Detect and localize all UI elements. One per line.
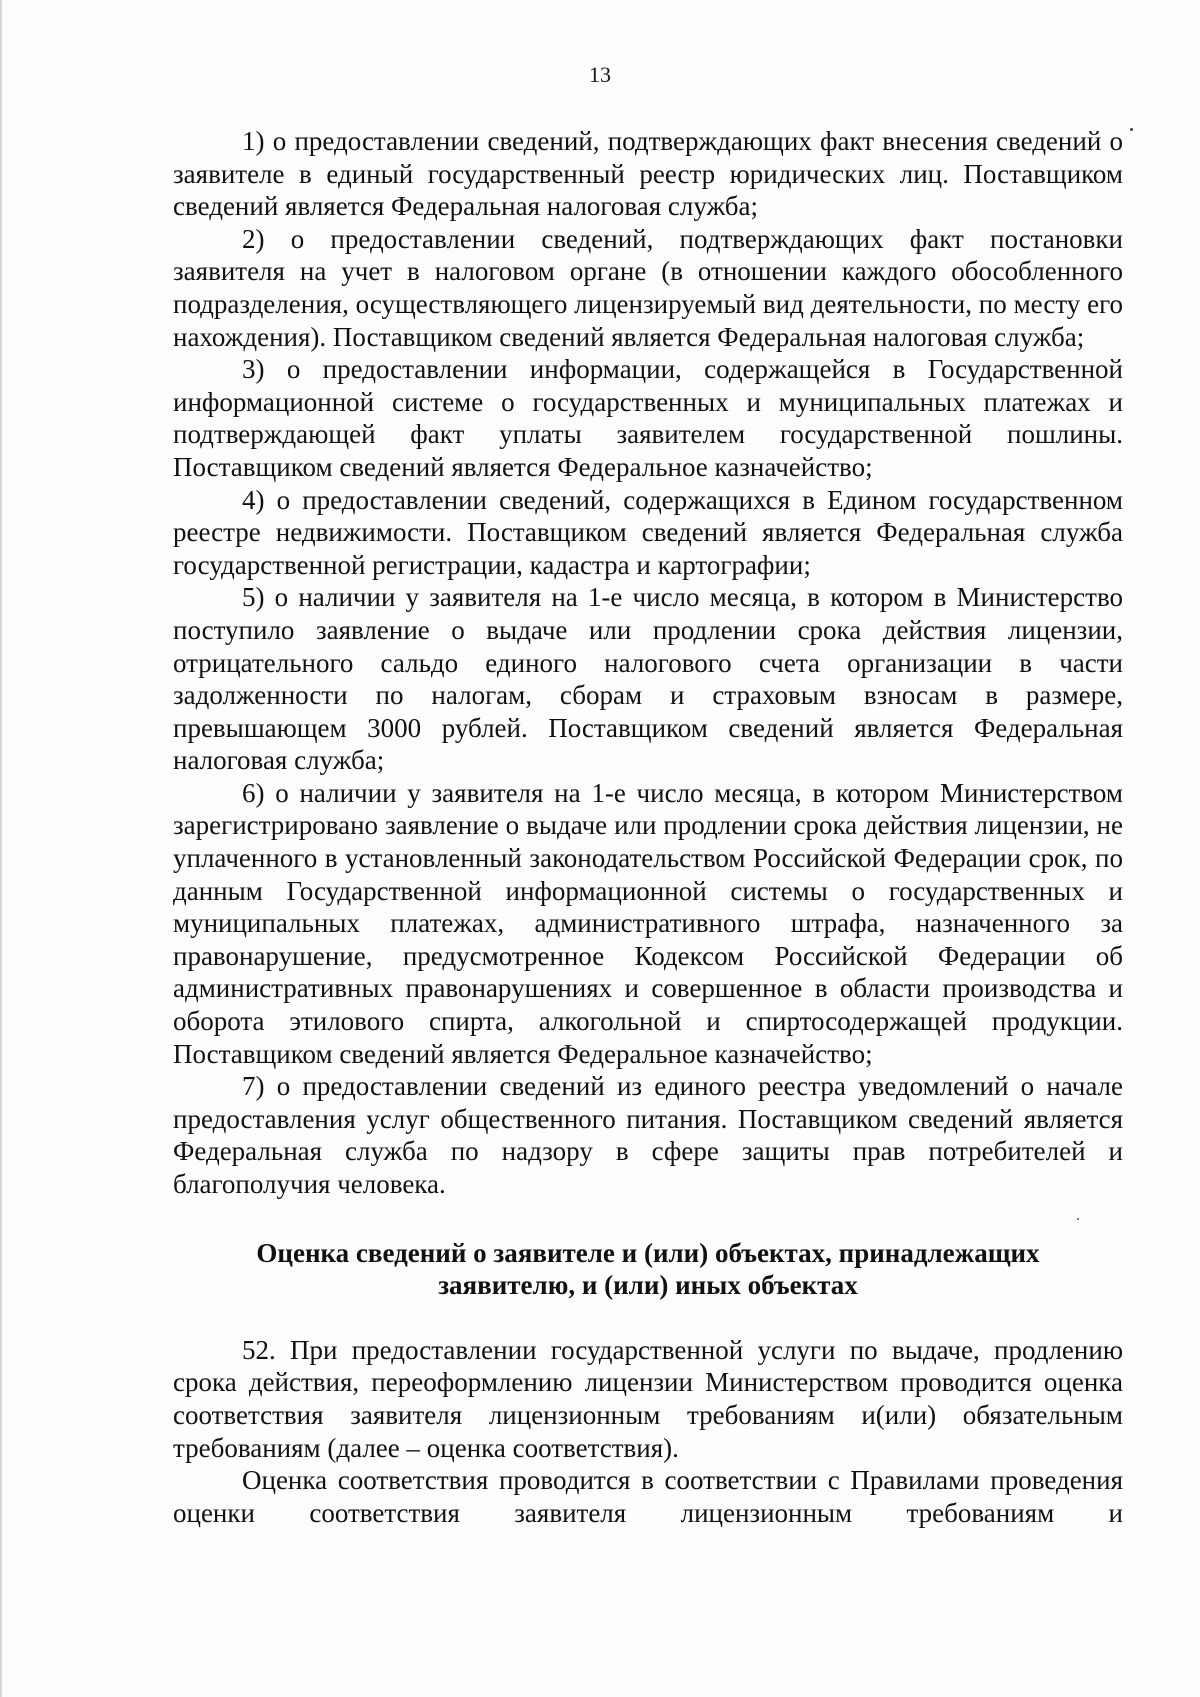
list-item-text: о наличии у заявителя на 1-е число месяца, в котором в Министерство поступило заявление о выдаче или продлении срока действия лицензии, отрицательного сальдо единого налогового счета организации в части задолженности по налогам, сборам и страховым взносам в размере, превышающем 3000 рублей. Поставщиком сведений является Федеральная налоговая служба;	[173, 582, 1124, 776]
list-item-number: 7)	[242, 1071, 265, 1102]
list-item-6	[173, 777, 1123, 1070]
list-item-1	[173, 125, 1123, 223]
scan-speck	[1077, 1218, 1079, 1220]
list-item-text: о наличии у заявителя на 1-е число месяца, в котором Министерством зарегистрировано заявление о выдаче или продлении срока действия лицензии, не уплаченного в установленный законодательством Российской Федерации срок, по данным Государственной информационной системы о государственных и муниципальных платежах, административного штрафа, назначенного за правонарушение, предусмотренное Кодексом Российской Федерации об административных правонарушениях и совершенное в области производства и оборота этилового спирта, алкогольной и спиртосодержащей продукции. Поставщиком сведений является Федеральное казначейство;	[173, 777, 1123, 1069]
list-item-5	[173, 581, 1123, 777]
section-heading-line-2: заявителю, и (или) иных объектах	[438, 1270, 858, 1301]
list-item-text: о предоставлении сведений, содержащихся в Едином государственном реестре недвижимости. Поставщиком сведений является Федеральная служба государственной регистрации, кадастра и картографии;	[173, 484, 1123, 580]
list-item-2	[173, 223, 1123, 353]
page-number: 13	[589, 62, 611, 87]
list-item-number: 6)	[242, 777, 265, 808]
list-item-text: о предоставлении сведений, подтверждающих факт внесения сведений о заявителе в единый государственный реестр юридических лиц. Поставщиком сведений является Федеральная налоговая служба;	[173, 126, 1123, 222]
list-item-number: 2)	[242, 223, 265, 254]
section-heading-line-1: Оценка сведений о заявителе и (или) объектах, принадлежащих	[256, 1237, 1040, 1268]
list-item-number: 4)	[242, 484, 265, 515]
document-body	[173, 125, 1123, 1529]
list-item-text: о предоставлении сведений из единого реестра уведомлений о начале предоставления услуг общественного питания. Поставщиком сведений является Федеральная служба по надзору в сфере защиты прав потребителей и благополучия человека.	[173, 1071, 1124, 1199]
list-item-number: 5)	[242, 582, 265, 613]
list-item-4	[173, 484, 1123, 582]
list-item-number: 1)	[242, 126, 265, 156]
scan-edge	[0, 0, 2, 1697]
list-item-7	[173, 1070, 1123, 1200]
paragraph-rules: Оценка соответствия проводится в соответствии с Правилами проведения оценки соответствия заявителя лицензионным требованиям и	[173, 1465, 1123, 1528]
list-item-text: о предоставлении информации, содержащейся в Государственной информационной системе о государственных и муниципальных платежах и подтверждающей факт уплаты заявителем государственной пошлины. Поставщиком сведений является Федеральное казначейство;	[173, 354, 1124, 482]
paragraph-52: 52. При предоставлении государственной услуги по выдаче, продлению срока действия, переоформлению лицензии Министерством проводится оценка соответствия заявителя лицензионным требованиям и(или) обязательным требованиям (далее – оценка соответствия).	[173, 1334, 1123, 1463]
list-item-number: 3)	[242, 354, 265, 385]
list-item-text: о предоставлении сведений, подтверждающих факт постановки заявителя на учет в налоговом органе (в отношении каждого обособленного подразделения, осуществляющего лицензируемый вид деятельности, по месту его нахождения). Поставщиком сведений является Федеральная налоговая служба;	[173, 223, 1123, 352]
scan-speck	[1130, 128, 1133, 131]
section-heading	[173, 1237, 1123, 1302]
list-item-3	[173, 353, 1123, 483]
